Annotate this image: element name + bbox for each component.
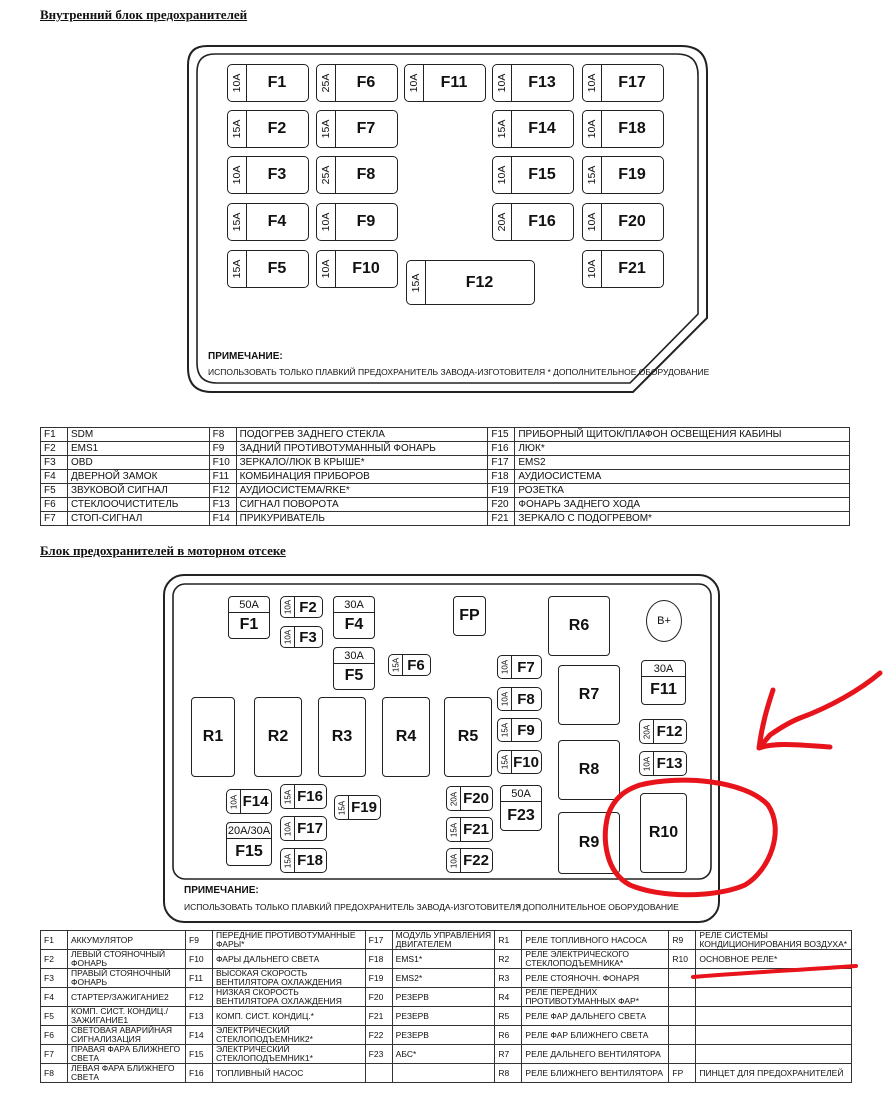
- fuse-label: F5: [344, 667, 364, 684]
- fuse-rating: 10A: [493, 157, 512, 193]
- legend-code-cell: [365, 1064, 392, 1083]
- legend-code-cell: [669, 1045, 696, 1064]
- engine-fuse-f1: [228, 596, 270, 639]
- legend-code-cell: F20: [365, 988, 392, 1007]
- legend-code-cell: F2: [41, 442, 68, 456]
- fuse-label: F1: [239, 616, 259, 633]
- legend-code-cell: F14: [186, 1026, 213, 1045]
- engine-legend-row: [41, 1064, 852, 1083]
- fuse-label: F18: [297, 852, 323, 869]
- legend-code-cell: F3: [41, 456, 68, 470]
- legend-code-cell: R4: [495, 988, 522, 1007]
- engine-fuse-f10: [497, 750, 542, 774]
- legend-description-cell: СТОП-СИГНАЛ: [68, 512, 210, 526]
- legend-description-cell: ЭЛЕКТРИЧЕСКИЙ СТЕКЛОПОДЪЕМНИК2*: [213, 1026, 366, 1045]
- legend-description-cell: АУДИОСИСТЕМА: [515, 470, 850, 484]
- legend-code-cell: F22: [365, 1026, 392, 1045]
- legend-code-cell: F1: [41, 428, 68, 442]
- engine-fuse-f2: [280, 596, 323, 618]
- legend-code-cell: F1: [41, 931, 68, 950]
- legend-code-cell: F15: [186, 1045, 213, 1064]
- legend-code-cell: F21: [488, 512, 515, 526]
- engine-fuse-f5: [333, 647, 375, 690]
- legend-code-cell: R10: [669, 950, 696, 969]
- legend-description-cell: КОМП. СИСТ. КОНДИЦ./ЗАЖИГАНИЕ1: [68, 1007, 186, 1026]
- legend-code-cell: [669, 988, 696, 1007]
- legend-code-cell: R9: [669, 931, 696, 950]
- engine-fuse-f23: [500, 785, 542, 831]
- legend-code-cell: [669, 1007, 696, 1026]
- legend-description-cell: SDM: [68, 428, 210, 442]
- legend-description-cell: [392, 1064, 495, 1083]
- engine-note-text: ИСПОЛЬЗОВАТЬ ТОЛЬКО ПЛАВКИЙ ПРЕДОХРАНИТЕЛЬ ЗАВОДА-ИЗГОТОВИТЕЛЯ: [184, 902, 522, 912]
- fuse-label: F7: [517, 658, 535, 676]
- fuse-rating: 10A: [498, 688, 512, 710]
- legend-description-cell: ЛЕВЫЙ СТОЯНОЧНЫЙ ФОНАРЬ: [68, 950, 186, 969]
- relay-r10: R10: [640, 793, 687, 873]
- fuse-label: F10: [352, 260, 380, 277]
- engine-legend-row: [41, 1026, 852, 1045]
- relay-r9: R9: [558, 812, 620, 874]
- engine-fuse-fp: FP: [453, 596, 486, 636]
- fuse-rating: 20A: [493, 204, 512, 240]
- legend-description-cell: ЗАДНИЙ ПРОТИВОТУМАННЫЙ ФОНАРЬ: [236, 442, 488, 456]
- fuse-label: F8: [356, 166, 376, 183]
- fuse-label: F13: [656, 755, 683, 772]
- fuse-rating: 10A: [228, 65, 247, 101]
- legend-code-cell: F20: [488, 498, 515, 512]
- legend-code-cell: F5: [41, 1007, 68, 1026]
- legend-code-cell: F2: [41, 950, 68, 969]
- fuse-rating: 15A: [281, 785, 295, 808]
- engine-fuse-f4: [333, 596, 375, 639]
- legend-code-cell: F10: [209, 456, 236, 470]
- engine-block-heading: Блок предохранителей в моторном отсеке: [40, 543, 286, 558]
- legend-description-cell: ТОПЛИВНЫЙ НАСОС: [213, 1064, 366, 1083]
- fuse-rating: 15A: [281, 849, 295, 872]
- engine-fuse-f7: [497, 655, 542, 679]
- legend-description-cell: РОЗЕТКА: [515, 484, 850, 498]
- fuse-label: F12: [656, 723, 683, 740]
- fuse-rating: 15A: [583, 157, 602, 193]
- fuse-rating: 30A: [334, 597, 374, 613]
- legend-description-cell: ЭЛЕКТРИЧЕСКИЙ СТЕКЛОПОДЪЕМНИК1*: [213, 1045, 366, 1064]
- engine-fuse-f21: [446, 817, 493, 842]
- legend-code-cell: F16: [186, 1064, 213, 1083]
- fuse-label: F7: [356, 120, 376, 137]
- engine-fuse-f11: [641, 660, 686, 705]
- fuse-rating: 10A: [317, 204, 336, 240]
- legend-description-cell: ПРИКУРИВАТЕЛЬ: [236, 512, 488, 526]
- engine-fuse-f17: [280, 816, 327, 841]
- fuse-rating: 20A: [447, 787, 461, 810]
- legend-description-cell: РЕЛЕ ЭЛЕКТРИЧЕСКОГО СТЕКЛОПОДЪЕМНИКА*: [522, 950, 669, 969]
- legend-code-cell: F19: [365, 969, 392, 988]
- fuse-rating: 15A: [228, 251, 247, 287]
- fuse-label: F4: [344, 616, 364, 633]
- legend-description-cell: ЛЕВАЯ ФАРА БЛИЖНЕГО СВЕТА: [68, 1064, 186, 1083]
- fuse-label: F12: [465, 273, 494, 291]
- fuse-rating: 15A: [493, 111, 512, 147]
- engine-fuse-f6: [388, 654, 431, 676]
- fuse-rating: 10A: [447, 849, 461, 872]
- internal-note-title: ПРИМЕЧАНИЕ:: [208, 351, 283, 362]
- fuse-label: F3: [267, 166, 287, 183]
- relay-r6: R6: [548, 596, 610, 656]
- legend-code-cell: F10: [186, 950, 213, 969]
- legend-description-cell: РЕЛЕ ТОПЛИВНОГО НАСОСА: [522, 931, 669, 950]
- fuse-label: F2: [299, 598, 317, 616]
- legend-description-cell: [696, 1045, 852, 1064]
- legend-description-cell: РЕЛЕ ФАР ДАЛЬНЕГО СВЕТА: [522, 1007, 669, 1026]
- legend-description-cell: ЛЮК*: [515, 442, 850, 456]
- legend-code-cell: F18: [488, 470, 515, 484]
- engine-legend-row: [41, 950, 852, 969]
- legend-code-cell: F7: [41, 512, 68, 526]
- legend-code-cell: F13: [186, 1007, 213, 1026]
- fuse-label: F20: [618, 213, 646, 230]
- legend-code-cell: F16: [488, 442, 515, 456]
- legend-code-cell: F4: [41, 988, 68, 1007]
- fuse-rating: 15A: [228, 204, 247, 240]
- engine-legend-row: [41, 988, 852, 1007]
- legend-description-cell: [696, 1007, 852, 1026]
- fuse-label: F14: [528, 120, 556, 137]
- fuse-label: F15: [235, 842, 263, 860]
- legend-code-cell: FP: [669, 1064, 696, 1083]
- fuse-rating: 25A: [317, 65, 336, 101]
- fuse-label: F6: [407, 656, 425, 674]
- legend-description-cell: СИГНАЛ ПОВОРОТА: [236, 498, 488, 512]
- fuse-rating: 10A: [583, 204, 602, 240]
- legend-description-cell: КОМП. СИСТ. КОНДИЦ.*: [213, 1007, 366, 1026]
- legend-code-cell: F17: [488, 456, 515, 470]
- fuse-label: F21: [618, 260, 646, 277]
- legend-code-cell: [669, 1026, 696, 1045]
- fuse-rating: 10A: [317, 251, 336, 287]
- fuse-label: F11: [650, 681, 677, 698]
- legend-description-cell: РЕЛЕ ПЕРЕДНИХ ПРОТИВОТУМАННЫХ ФАР*: [522, 988, 669, 1007]
- fuse-label: F17: [618, 74, 646, 91]
- fuse-label: F9: [356, 213, 376, 230]
- legend-description-cell: РЕЛЕ ДАЛЬНЕГО ВЕНТИЛЯТОРА: [522, 1045, 669, 1064]
- legend-description-cell: ЗВУКОВОЙ СИГНАЛ: [68, 484, 210, 498]
- legend-description-cell: OBD: [68, 456, 210, 470]
- legend-code-cell: F8: [209, 428, 236, 442]
- legend-description-cell: РЕЛЕ БЛИЖНЕГО ВЕНТИЛЯТОРА: [522, 1064, 669, 1083]
- fuse-rating: 30A: [334, 648, 374, 664]
- fuse-rating: 10A: [583, 251, 602, 287]
- legend-description-cell: EMS1: [68, 442, 210, 456]
- legend-code-cell: F4: [41, 470, 68, 484]
- relay-r4: R4: [382, 697, 430, 777]
- fuse-rating: 10A: [583, 111, 602, 147]
- fuse-rating: 10A: [281, 817, 295, 840]
- relay-r5: R5: [444, 697, 492, 777]
- legend-description-cell: КОМБИНАЦИЯ ПРИБОРОВ: [236, 470, 488, 484]
- legend-description-cell: ПЕРЕДНИЕ ПРОТИВОТУМАННЫЕ ФАРЫ*: [213, 931, 366, 950]
- fuse-rating: 10A: [583, 65, 602, 101]
- legend-code-cell: F11: [186, 969, 213, 988]
- engine-fuse-f9: [497, 718, 542, 742]
- legend-code-cell: F6: [41, 498, 68, 512]
- legend-description-cell: ОСНОВНОЕ РЕЛЕ*: [696, 950, 852, 969]
- internal-note-text: ИСПОЛЬЗОВАТЬ ТОЛЬКО ПЛАВКИЙ ПРЕДОХРАНИТЕЛЬ ЗАВОДА-ИЗГОТОВИТЕЛЯ * ДОПОЛНИТЕЛЬНОЕ ОБОРУДОВАНИЕ: [208, 367, 710, 377]
- legend-description-cell: ФАРЫ ДАЛЬНЕГО СВЕТА: [213, 950, 366, 969]
- fuse-rating: 10A: [493, 65, 512, 101]
- fuse-rating: 10A: [281, 597, 295, 617]
- fuse-label: F14: [242, 793, 269, 810]
- legend-code-cell: F9: [209, 442, 236, 456]
- fuse-label: F1: [267, 74, 287, 91]
- engine-legend-row: [41, 931, 852, 950]
- legend-description-cell: EMS1*: [392, 950, 495, 969]
- fuse-label: F22: [463, 852, 489, 869]
- fuse-label: F10: [513, 753, 539, 771]
- battery-terminal-bplus: B+: [646, 600, 682, 642]
- engine-fuse-f15: [226, 822, 272, 866]
- fuse-rating: 30A: [642, 661, 685, 677]
- fuse-label: F20: [463, 790, 489, 807]
- legend-description-cell: РЕЗЕРВ: [392, 988, 495, 1007]
- fuse-rating: 15A: [498, 751, 512, 773]
- fuse-rating: 20A/30A: [227, 823, 271, 839]
- legend-code-cell: R6: [495, 1026, 522, 1045]
- fuse-rating: 50A: [501, 786, 541, 802]
- relay-r7: R7: [558, 665, 620, 725]
- fuse-label: F23: [507, 806, 535, 824]
- legend-code-cell: R1: [495, 931, 522, 950]
- fuse-rating: 20A: [640, 720, 654, 743]
- fuse-rating: 15A: [447, 818, 461, 841]
- legend-description-cell: ПОДОГРЕВ ЗАДНЕГО СТЕКЛА: [236, 428, 488, 442]
- legend-description-cell: ФОНАРЬ ЗАДНЕГО ХОДА: [515, 498, 850, 512]
- fuse-label: F5: [267, 260, 287, 277]
- legend-code-cell: R3: [495, 969, 522, 988]
- legend-code-cell: F19: [488, 484, 515, 498]
- legend-code-cell: F21: [365, 1007, 392, 1026]
- engine-fuse-f3: [280, 626, 323, 648]
- legend-description-cell: СТЕКЛООЧИСТИТЕЛЬ: [68, 498, 210, 512]
- engine-fuse-f20: [446, 786, 493, 811]
- fuse-label: F17: [297, 820, 323, 837]
- legend-code-cell: F3: [41, 969, 68, 988]
- fuse-label: F18: [618, 120, 646, 137]
- legend-description-cell: EMS2: [515, 456, 850, 470]
- fuse-rating: 50A: [229, 597, 269, 613]
- fuse-label: F19: [351, 799, 377, 816]
- legend-description-cell: [696, 969, 852, 988]
- engine-note-title: ПРИМЕЧАНИЕ:: [184, 885, 259, 896]
- engine-legend-table: [40, 930, 852, 1083]
- legend-code-cell: F14: [209, 512, 236, 526]
- fuse-rating: 10A: [281, 627, 295, 647]
- fuse-rating: 15A: [317, 111, 336, 147]
- legend-code-cell: R5: [495, 1007, 522, 1026]
- fuse-label: F16: [297, 788, 323, 805]
- legend-code-cell: F9: [186, 931, 213, 950]
- legend-code-cell: F18: [365, 950, 392, 969]
- legend-description-cell: СВЕТОВАЯ АВАРИЙНАЯ СИГНАЛИЗАЦИЯ: [68, 1026, 186, 1045]
- fuse-label: F2: [267, 120, 287, 137]
- engine-fuse-f14: [226, 789, 272, 814]
- legend-description-cell: СТАРТЕР/ЗАЖИГАНИЕ2: [68, 988, 186, 1007]
- legend-code-cell: F5: [41, 484, 68, 498]
- relay-r2: R2: [254, 697, 302, 777]
- legend-description-cell: АУДИОСИСТЕМА/RKE*: [236, 484, 488, 498]
- fuse-label: F15: [528, 166, 556, 183]
- legend-code-cell: R8: [495, 1064, 522, 1083]
- engine-fuse-f13: [639, 751, 687, 776]
- engine-fuse-f22: [446, 848, 493, 873]
- engine-legend-row: [41, 969, 852, 988]
- fuse-rating: 10A: [498, 656, 512, 678]
- engine-legend-row: [41, 1045, 852, 1064]
- fuse-rating: 10A: [640, 752, 654, 775]
- internal-block-heading: Внутренний блок предохранителей: [40, 7, 248, 22]
- engine-fuse-f18: [280, 848, 327, 873]
- engine-note-text-extra: * ДОПОЛНИТЕЛЬНОЕ ОБОРУДОВАНИЕ: [517, 902, 679, 912]
- fuse-label: F6: [356, 74, 376, 91]
- fuse-rating: 25A: [317, 157, 336, 193]
- fuse-label: F21: [463, 821, 489, 838]
- legend-code-cell: F12: [186, 988, 213, 1007]
- fuse-rating: 15A: [335, 796, 349, 819]
- legend-description-cell: ВЫСОКАЯ СКОРОСТЬ ВЕНТИЛЯТОРА ОХЛАЖДЕНИЯ: [213, 969, 366, 988]
- legend-code-cell: R2: [495, 950, 522, 969]
- legend-description-cell: ЗЕРКАЛО С ПОДОГРЕВОМ*: [515, 512, 850, 526]
- fuse-label: F19: [618, 166, 646, 183]
- legend-code-cell: F8: [41, 1064, 68, 1083]
- legend-description-cell: ПРАВЫЙ СТОЯНОЧНЫЙ ФОНАРЬ: [68, 969, 186, 988]
- legend-description-cell: РЕЗЕРВ: [392, 1007, 495, 1026]
- fuse-rating: 15A: [498, 719, 512, 741]
- legend-code-cell: [669, 969, 696, 988]
- legend-code-cell: F23: [365, 1045, 392, 1064]
- legend-description-cell: ПИНЦЕТ ДЛЯ ПРЕДОХРАНИТЕЛЕЙ: [696, 1064, 852, 1083]
- fuse-rating: 15A: [228, 111, 247, 147]
- legend-description-cell: EMS2*: [392, 969, 495, 988]
- legend-code-cell: R7: [495, 1045, 522, 1064]
- fuse-rating: 15A: [407, 261, 426, 304]
- fuse-rating: 10A: [405, 65, 424, 101]
- engine-fuse-f16: [280, 784, 327, 809]
- legend-description-cell: РЕЛЕ СИСТЕМЫ КОНДИЦИОНИРОВАНИЯ ВОЗДУХА*: [696, 931, 852, 950]
- legend-description-cell: АККУМУЛЯТОР: [68, 931, 186, 950]
- engine-fuse-f12: [639, 719, 687, 744]
- legend-description-cell: [696, 988, 852, 1007]
- engine-fuse-f19: [334, 795, 381, 820]
- legend-code-cell: F12: [209, 484, 236, 498]
- fuse-label: F11: [440, 74, 468, 91]
- legend-description-cell: ПРИБОРНЫЙ ЩИТОК/ПЛАФОН ОСВЕЩЕНИЯ КАБИНЫ: [515, 428, 850, 442]
- fuse-rating: 10A: [228, 157, 247, 193]
- legend-code-cell: F7: [41, 1045, 68, 1064]
- legend-code-cell: F15: [488, 428, 515, 442]
- legend-code-cell: F13: [209, 498, 236, 512]
- relay-r1: R1: [191, 697, 235, 777]
- legend-description-cell: МОДУЛЬ УПРАВЛЕНИЯ ДВИГАТЕЛЕМ: [392, 931, 495, 950]
- legend-description-cell: [696, 1026, 852, 1045]
- fuse-rating: 15A: [389, 655, 403, 675]
- legend-code-cell: F17: [365, 931, 392, 950]
- engine-legend-row: [41, 1007, 852, 1026]
- fuse-label: F16: [528, 213, 556, 230]
- legend-description-cell: НИЗКАЯ СКОРОСТЬ ВЕНТИЛЯТОРА ОХЛАЖДЕНИЯ: [213, 988, 366, 1007]
- legend-description-cell: ЗЕРКАЛО/ЛЮК В КРЫШЕ*: [236, 456, 488, 470]
- fuse-label: F4: [267, 213, 287, 230]
- fuse-label: F8: [517, 690, 535, 708]
- relay-r3: R3: [318, 697, 366, 777]
- legend-description-cell: ПРАВАЯ ФАРА БЛИЖНЕГО СВЕТА: [68, 1045, 186, 1064]
- fuse-label: F3: [299, 628, 317, 646]
- legend-description-cell: ДВЕРНОЙ ЗАМОК: [68, 470, 210, 484]
- legend-description-cell: РЕЛЕ СТОЯНОЧН. ФОНАРЯ: [522, 969, 669, 988]
- legend-code-cell: F6: [41, 1026, 68, 1045]
- relay-r8: R8: [558, 740, 620, 800]
- fuse-label: F9: [517, 721, 535, 739]
- fuse-rating: 10A: [227, 790, 241, 813]
- legend-description-cell: АБС*: [392, 1045, 495, 1064]
- legend-description-cell: РЕЛЕ ФАР БЛИЖНЕГО СВЕТА: [522, 1026, 669, 1045]
- legend-code-cell: F11: [209, 470, 236, 484]
- fuse-label: F13: [528, 74, 556, 91]
- legend-description-cell: РЕЗЕРВ: [392, 1026, 495, 1045]
- engine-fuse-f8: [497, 687, 542, 711]
